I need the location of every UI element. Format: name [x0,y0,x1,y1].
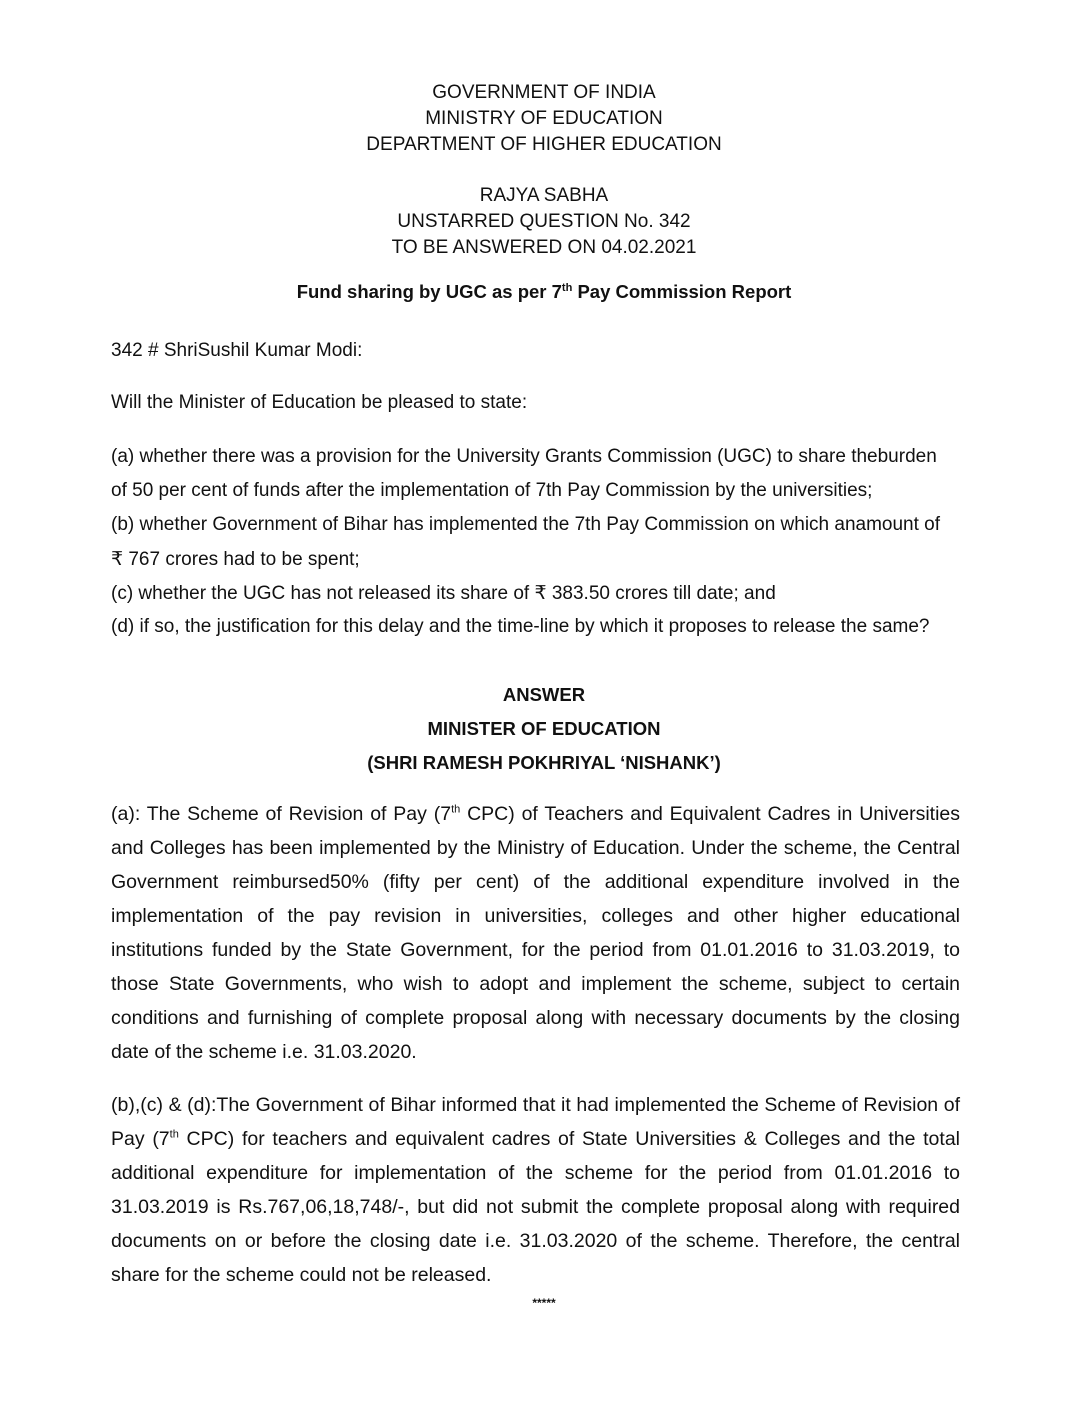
question-a-line-1: (a) whether there was a provision for the University Grants Commission (UGC) to share theburden [111,446,937,467]
end-mark: ***** [532,1296,556,1310]
answer-bcd-superscript: th [169,1128,179,1141]
answer-paragraph-a [111,797,960,1069]
title-text-start: Fund sharing by UGC as per 7 [296,281,562,302]
question-meta [0,183,1088,261]
answer-bcd-text-start: (b),(c) & (d):The Government of Bihar informed that it had implemented the Scheme of Revision of Pay (7 [111,1094,960,1150]
question-d: (d) if so, the justification for this delay and the time-line by which it proposes to release the same? [111,616,930,637]
answer-a-text-start: (a): The Scheme of Revision of Pay (7 [111,803,452,825]
title-text-end: Pay Commission Report [572,281,792,302]
government-line: GOVERNMENT OF INDIA [432,82,656,103]
question-c: (c) whether the UGC has not released its share of ₹ 383.50 crores till date; and [111,583,776,604]
letterhead [0,80,1088,158]
answer-a-superscript: th [451,803,461,816]
answer-a-text-end: CPC) of Teachers and Equivalent Cadres in Universities and Colleges has been implemented by the Ministry of Education. Under the scheme, the Central Government reimbursed50% (fifty per cent) of the additional expenditure involved in the implementation of the pay revision in universities, colleges and other higher educational institutions funded by the State Government, for the period from 01.01.2016 to 31.03.2019, to those State Governments, who wish to adopt and implement the scheme, subject to certain conditions and furnishing of complete proposal along with necessary documents by the closing date of the scheme i.e. 31.03.2020. [111,803,960,1063]
question-title [0,281,1088,303]
answer-paragraph-bcd [111,1088,960,1292]
minister-title: MINISTER OF EDUCATION [427,718,661,739]
ministry-line: MINISTRY OF EDUCATION [425,108,663,129]
minister-name: (SHRI RAMESH POKHRIYAL ‘NISHANK’) [367,752,721,773]
question-intro: Will the Minister of Education be pleased to state: [111,392,528,413]
department-line: DEPARTMENT OF HIGHER EDUCATION [366,134,722,155]
question-a-line-2: of 50 per cent of funds after the implementation of 7th Pay Commission by the universities; [111,480,873,501]
question-number: UNSTARRED QUESTION No. 342 [397,211,691,232]
answer-heading: ANSWER [502,684,586,705]
question-asker: 342 # ShriSushil Kumar Modi: [111,340,363,361]
question-b-line-1: (b) whether Government of Bihar has implemented the 7th Pay Commission on which anamount of [111,514,941,535]
question-b-line-2: ₹ 767 crores had to be spent; [111,549,360,570]
answer-date: TO BE ANSWERED ON 04.02.2021 [391,237,697,258]
house-name: RAJYA SABHA [479,185,609,206]
title-superscript: th [561,281,573,294]
answer-bcd-text-end: CPC) for teachers and equivalent cadres of State Universities & Colleges and the total additional expenditure for implementation of the scheme for the period from 01.01.2016 to 31.03.2019 is Rs.767,06,18,748/-, but did not submit the complete proposal along with required documents on or before the closing date i.e. 31.03.2020 of the scheme. Therefore, the central share for the scheme could not be released. [111,1128,960,1286]
